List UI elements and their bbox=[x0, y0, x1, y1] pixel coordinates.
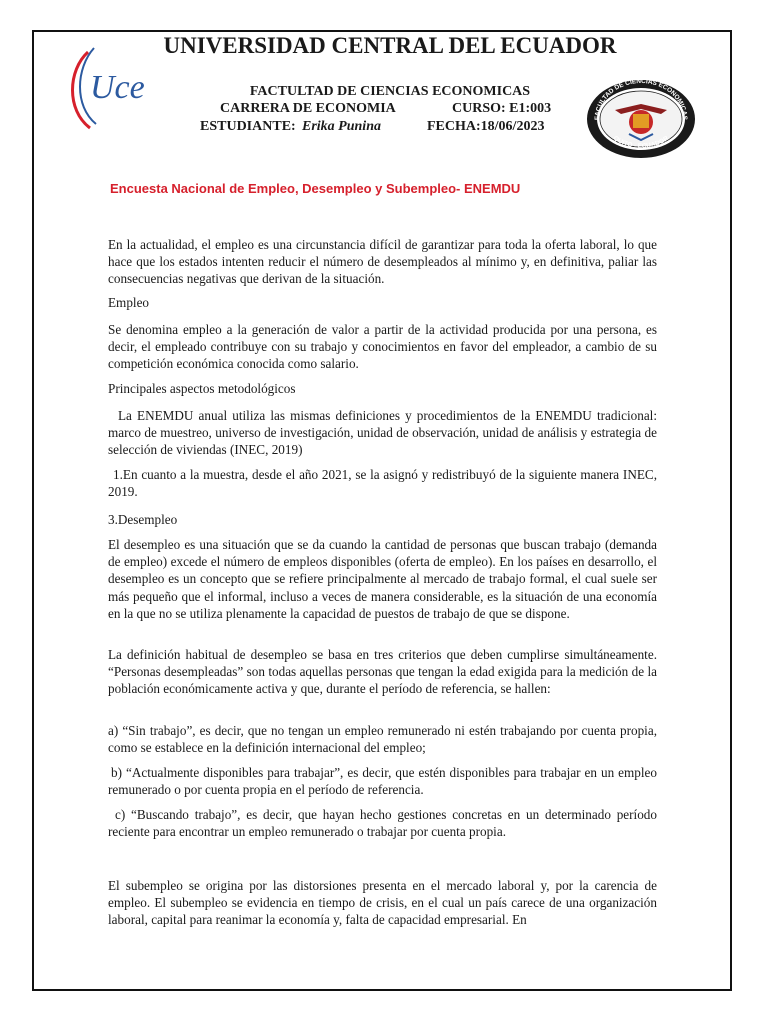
heading-desempleo: 3.Desempleo bbox=[108, 512, 178, 527]
seal-ring-top: FACULTAD DE CIENCIAS ECONOMICAS bbox=[593, 78, 689, 121]
university-title: UNIVERSIDAD CENTRAL DEL ECUADOR bbox=[163, 33, 617, 58]
course-label: CURSO: E1:003 bbox=[452, 101, 552, 116]
desempleo-paragraph: El desempleo es una situación que se da cuando la cantidad de personas que buscan trabajo (demanda de empleo) excede el número de empleos disponibles (oferta de empleo). En los países en desarrollo, el desempleo es un concepto que se refiere principalmente al mercado de trabajo formal, el cual suele ser más pequeño que el informal, incluso a veces de manera considerable, es la situación de una economía en la que no se utiliza plenamente la capacidad de puestos de trabajo de que se dispone. bbox=[108, 537, 657, 621]
student-name: Erika Punina bbox=[302, 119, 381, 134]
intro-paragraph: En la actualidad, el empleo es una circunstancia difícil de garantizar para toda la oferta laboral, lo que hace que los estados intenten reducir el número de desempleados al mínimo y, en definitiva, paliar las consecuencias negativas que derivan de la situación. bbox=[108, 237, 657, 287]
seal-ring-bottom: QUITO - ECUADOR bbox=[612, 134, 671, 151]
empleo-paragraph: Se denomina empleo a la generación de valor a partir de la actividad producida por una persona, es decir, el empleado contribuye con su trabajo y conocimientos en favor del empleador, a cambio de su competición económica conocida como salario. bbox=[108, 322, 657, 372]
criterio-c: c) “Buscando trabajo”, es decir, que hayan hecho gestiones concretas en un determinado período reciente para encontrar un empleo remunerado o trabajar por cuenta propia. bbox=[108, 807, 657, 840]
heading-empleo: Empleo bbox=[108, 295, 150, 310]
faculty-name: FACTULTAD DE CIENCIAS ECONOMICAS bbox=[249, 84, 531, 99]
career-label: CARRERA DE ECONOMIA bbox=[220, 101, 396, 116]
student-label: ESTUDIANTE: bbox=[200, 119, 296, 134]
muestra-paragraph: 1.En cuanto a la muestra, desde el año 2021, se la asignó y redistribuyó de la siguiente manera INEC, 2019. bbox=[108, 467, 657, 500]
criterio-a: a) “Sin trabajo”, es decir, que no tengan un empleo remunerado ni estén trabajando por cuenta propia, como se establece en la definición internacional del empleo; bbox=[108, 723, 657, 756]
metodologia-paragraph: La ENEMDU anual utiliza las mismas definiciones y procedimientos de la ENEMDU tradicional: marco de muestreo, universo de investigación, unidad de observación, unidad de análisis y estrategia de selección de viviendas (INEC, 2019) bbox=[108, 408, 657, 458]
date-label: FECHA:18/06/2023 bbox=[427, 119, 545, 134]
criterio-b: b) “Actualmente disponibles para trabajar”, es decir, que estén disponibles para trabajar en un empleo remunerado o por cuenta propia en el período de referencia. bbox=[108, 765, 657, 798]
survey-title: Encuesta Nacional de Empleo, Desempleo y Subempleo- ENEMDU bbox=[110, 181, 521, 196]
heading-metodologia: Principales aspectos metodológicos bbox=[108, 381, 296, 396]
definicion-paragraph: La definición habitual de desempleo se basa en tres criterios que deben cumplirse simultáneamente. “Personas desempleadas” son todas aquellas personas que tengan la edad exigida para la medición de la población económicamente activa y que, durante el período de referencia, se hallen: bbox=[108, 647, 657, 697]
uce-logo-text: Uce bbox=[90, 69, 145, 106]
uce-logo bbox=[60, 40, 160, 135]
subempleo-paragraph: El subempleo se origina por las distorsiones presenta en el mercado laboral y, por la carencia de empleo. El subempleo se evidencia en tiempo de crisis, en el cual un país carece de una organización laboral, capital para reanimar la economía y, falta de capacidad empresarial. En bbox=[108, 878, 657, 928]
